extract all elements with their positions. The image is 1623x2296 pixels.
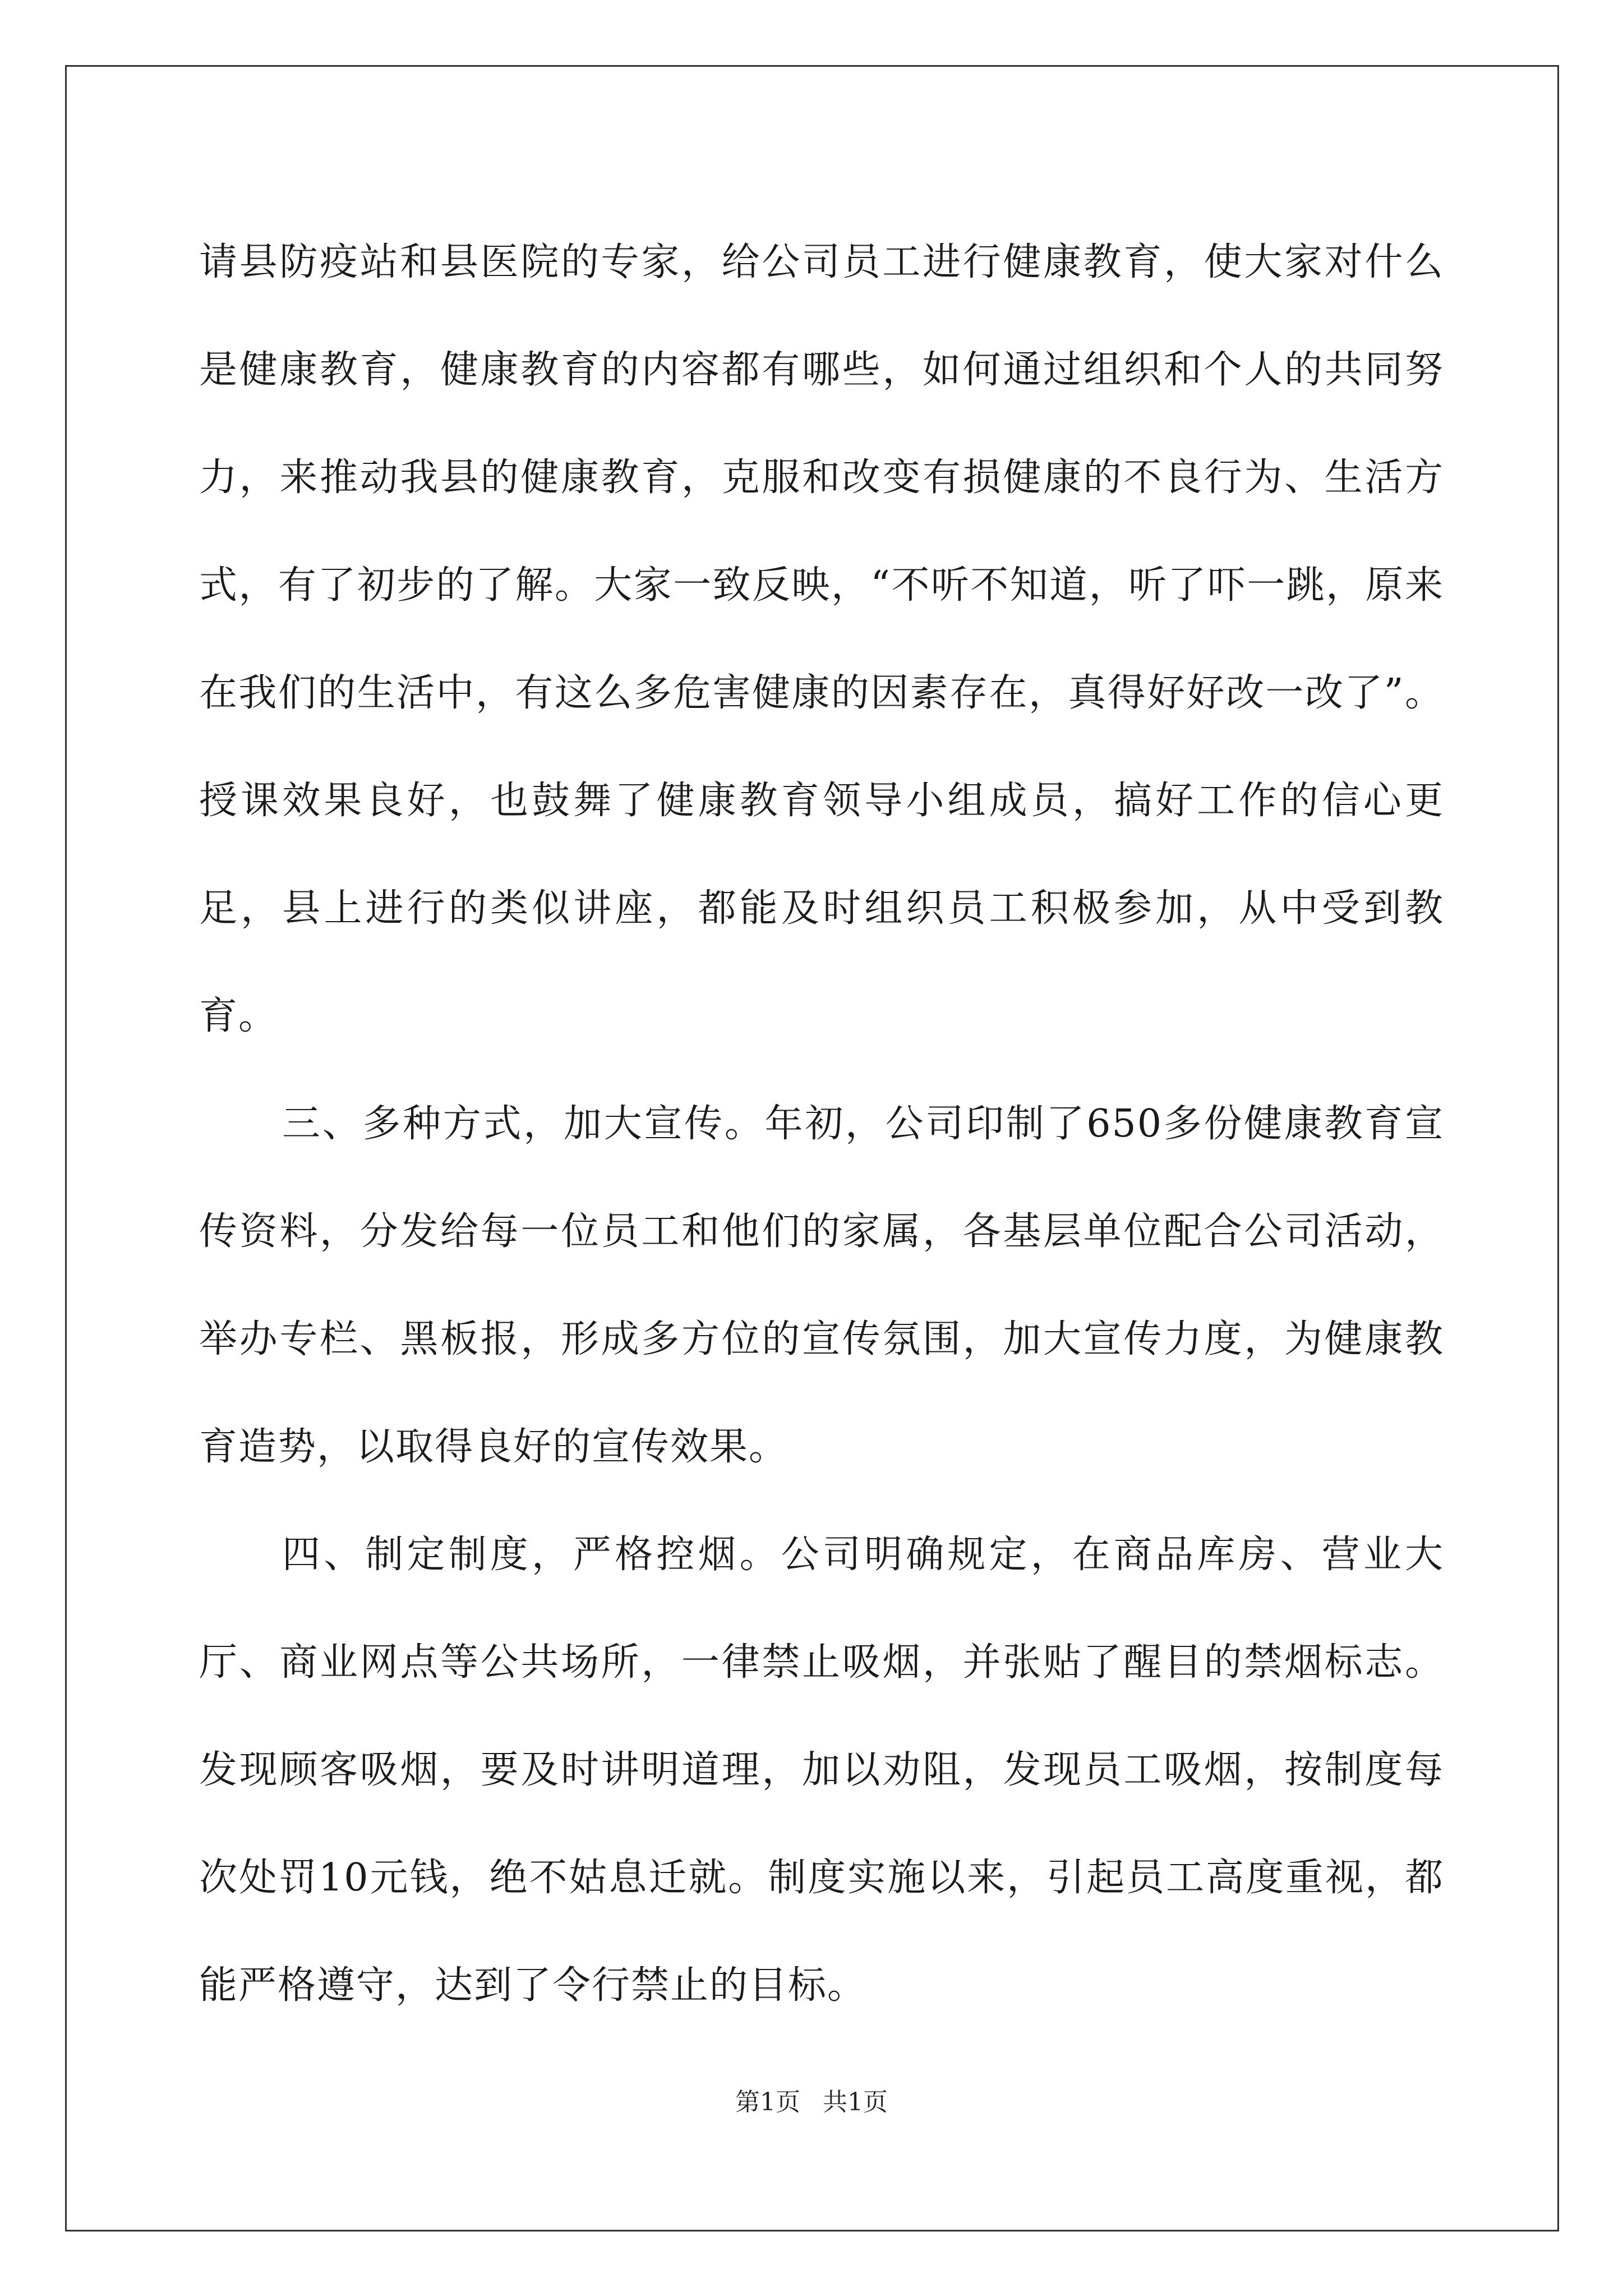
paragraph: 请县防疫站和县医院的专家，给公司员工进行健康教育，使大家对什么是健康教育，健康教育的内容都有哪些，如何通过组织和个人的共同努力，来推动我县的健康教育，克服和改变有损健康的不良行为、生活方式，有了初步的了解。大家一致反映，“不听不知道，听了吓一跳，原来在我们的生活中，有这么多危害健康的因素存在，真得好好改一改了”。授课效果良好，也鼓舞了健康教育领导小组成员，搞好工作的信心更足，县上进行的类似讲座，都能及时组织员工积极参加，从中受到教育。 [199,240,1444,1038]
paragraph: 四、制定制度，严格控烟。公司明确规定，在商品库房、营业大厅、商业网点等公共场所，一律禁止吸烟，并张贴了醒目的禁烟标志。发现顾客吸烟，要及时讲明道理，加以劝阻，发现员工吸烟，按制度每次处罚10元钱，绝不姑息迁就。制度实施以来，引起员工高度重视，都能严格遵守，达到了令行禁止的目标。 [199,1533,1444,2008]
page-number-total: 共1页 [823,2088,888,2116]
page-number-current: 第1页 [735,2088,800,2116]
document-body [199,209,1444,2040]
paragraph: 三、多种方式，加大宣传。年初，公司印制了650多份健康教育宣传资料，分发给每一位员工和他们的家属，各基层单位配合公司活动，举办专栏、黑板报，形成多方位的宣传氛围，加大宣传力度，为健康教育造势，以取得良好的宣传效果。 [199,1102,1444,1469]
page-footer [0,2086,1623,2119]
